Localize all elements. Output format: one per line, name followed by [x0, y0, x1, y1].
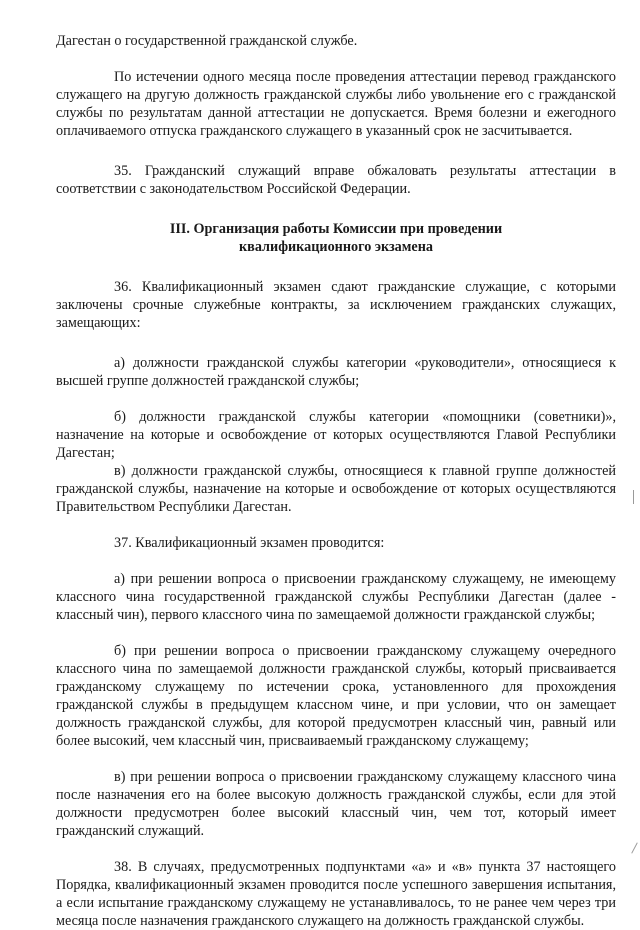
- paragraph-37: 37. Квалификационный экзамен проводится:: [114, 535, 385, 551]
- paragraph-37a: а) при решении вопроса о присвоении гражданскому служащему, не имеющему классного чина государственной гражданской службы Республики Дагестан (далее - классный чин), первого классного чина по замещаемой должности гражданской службы;: [56, 571, 616, 623]
- paragraph-36a: а) должности гражданской службы категории «руководители», относящиеся к высшей группе должностей гражданской службы;: [56, 355, 616, 389]
- paragraph-intro: Дагестан о государственной гражданской службе.: [56, 33, 358, 49]
- paragraph-38: 38. В случаях, предусмотренных подпунктами «а» и «в» пункта 37 настоящего Порядка, квалификационный экзамен проводится после успешного завершения испытания, а если испытание гражданскому служащему не устанавливалось, то не ранее чем через три месяца после назначения гражданского служащего на должность гражданской службы.: [56, 859, 616, 929]
- scan-margin-mark-top: [633, 490, 634, 504]
- section-heading: [56, 220, 616, 256]
- paragraph-month-period: По истечении одного месяца после проведения аттестации перевод гражданского служащего на другую должность гражданской службы либо увольнение его с гражданской службы по результатам данной аттестации не допускается. Время болезни и ежегодного оплачиваемого отпуска гражданского служащего в указанный срок не засчитывается.: [56, 69, 616, 139]
- paragraph-37c: в) при решении вопроса о присвоении гражданскому служащему классного чина после назначения его на более высокую должность гражданской службы, если для этой должности предусмотрен более высокий классный чин, чем тот, который имеет гражданский служащий.: [56, 769, 616, 839]
- paragraph-36b: б) должности гражданской службы категории «помощники (советники)», назначение на которые и освобождение от которых осуществляются Главой Республики Дагестан;: [56, 409, 616, 461]
- paragraph-35: 35. Гражданский служащий вправе обжаловать результаты аттестации в соответствии с законодательством Российской Федерации.: [56, 163, 616, 197]
- section-heading-line1: III. Организация работы Комиссии при проведении: [169, 221, 503, 237]
- paragraph-37b: б) при решении вопроса о присвоении гражданскому служащему очередного классного чина по замещаемой должности гражданской службы, который присваивается гражданскому служащему по истечении срока, установленного для прохождения гражданской службы в предыдущем классном чине, и при условии, что он замещает должность гражданской службы, для которой предусмотрен классный чин, равный или более высокий, чем классный чин, присваиваемый гражданскому служащему;: [56, 643, 616, 749]
- scan-margin-mark-bottom: [631, 842, 638, 853]
- section-heading-line2: квалификационного экзамена: [239, 239, 433, 255]
- paragraph-36: 36. Квалификационный экзамен сдают гражданские служащие, с которыми заключены срочные служебные контракты, за исключением гражданских служащих, замещающих:: [56, 279, 616, 331]
- document-page: [56, 32, 616, 930]
- paragraph-36c: в) должности гражданской службы, относящиеся к главной группе должностей гражданской службы, назначение на которые и освобождение от которых осуществляются Правительством Республики Дагестан.: [56, 463, 616, 515]
